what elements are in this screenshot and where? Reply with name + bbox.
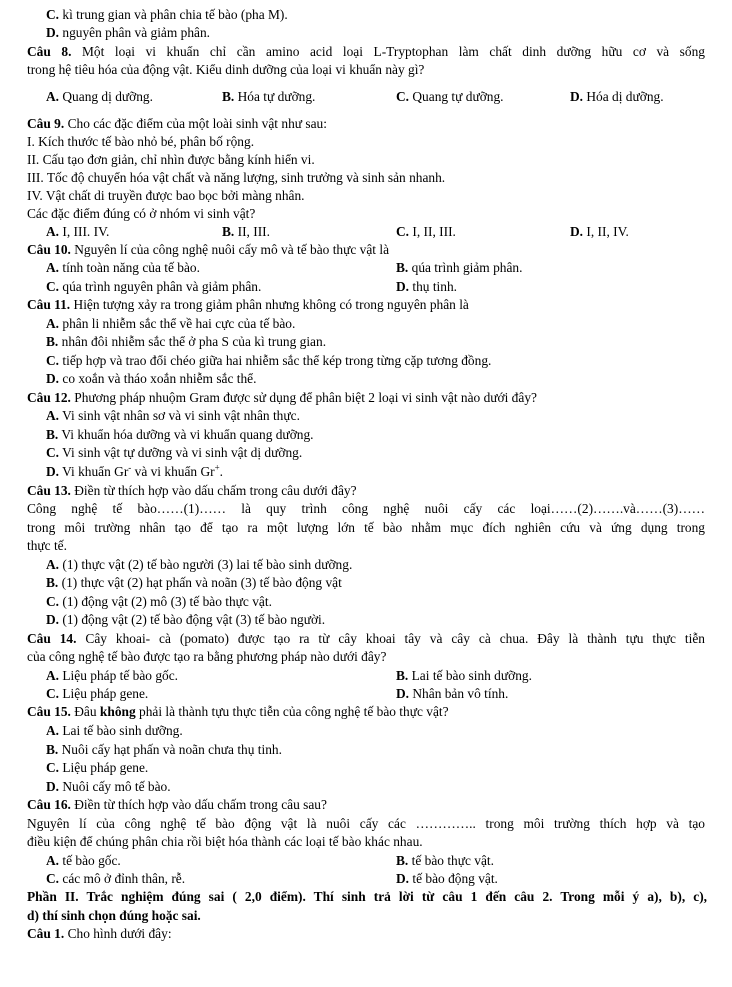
answer-option [396, 667, 532, 685]
text: Vi sinh vật tự dưỡng và vi sinh vật dị dưỡng. [59, 445, 303, 460]
answer-option [46, 223, 109, 241]
option-text: thụ tinh. [409, 279, 458, 294]
bold-text: B. [46, 334, 59, 349]
answer-option [396, 685, 508, 703]
text: Vi khuẩn Gr [59, 464, 129, 479]
option-letter: B. [222, 224, 235, 239]
text-line [27, 796, 327, 814]
text-line [46, 370, 256, 388]
option-text: II, III. [234, 224, 270, 239]
text-line [46, 352, 491, 370]
text-line [46, 722, 183, 740]
text: Các đặc điểm đúng có ở nhóm vi sinh vật? [27, 206, 256, 221]
text: IV. Vật chất di truyền được bao bọc bởi màng nhân. [27, 188, 305, 203]
option-letter: D. [396, 279, 410, 294]
text: thực tế. [27, 538, 67, 553]
option-text: Quang dị dưỡng. [59, 89, 153, 104]
text: Liệu pháp gene. [59, 760, 149, 775]
text-line [46, 556, 352, 574]
answer-option [46, 870, 185, 888]
answer-option [46, 667, 178, 685]
option-letter: D. [570, 89, 584, 104]
text-line [46, 444, 302, 462]
text-line [46, 574, 342, 592]
text: Vi khuẩn hóa dưỡng và vi khuẩn quang dưỡng. [58, 427, 314, 442]
answer-option [570, 223, 629, 241]
option-letter: D. [396, 871, 410, 886]
answer-option [46, 259, 200, 277]
text: của công nghệ tế bào được tạo ra bằng phương pháp nào dưới đây? [27, 649, 387, 664]
text-line [27, 43, 705, 61]
answer-option [222, 88, 315, 106]
text: Điền từ thích hợp vào dấu chấm trong câu dưới đây? [70, 483, 357, 498]
bold-text: B. [46, 427, 59, 442]
text-line [27, 888, 707, 906]
text-line [27, 115, 327, 133]
answer-option [396, 223, 456, 241]
bold-text: C. [46, 760, 60, 775]
option-text: Lai tế bào sinh dưỡng. [408, 668, 532, 683]
text-line [27, 241, 389, 259]
text: - [128, 462, 132, 473]
option-text: qúa trình giảm phân. [408, 260, 523, 275]
bold-text: C. [46, 594, 60, 609]
option-text: Hóa tự dưỡng. [234, 89, 316, 104]
bold-text: B. [46, 742, 59, 757]
option-letter: B. [396, 668, 409, 683]
bold-text: Câu 11. [27, 297, 71, 312]
text: Cây khoai- cà (pomato) được tạo ra từ cây khoai tây và cây cà chua. Đây là thành tựu thực tiễn [76, 631, 705, 646]
text: và vi khuẩn Gr [131, 464, 215, 479]
text-line [27, 630, 705, 648]
option-letter: B. [396, 853, 409, 868]
option-text: các mô ở đỉnh thân, rễ. [59, 871, 186, 886]
text-line [27, 133, 254, 151]
option-text: Liệu pháp gene. [59, 686, 149, 701]
text-line [27, 907, 201, 925]
bold-text: Câu 14. [27, 631, 77, 646]
text-line [27, 519, 705, 537]
bold-text: Câu 10. [27, 242, 71, 257]
bold-text: B. [46, 575, 59, 590]
text: Phương pháp nhuộm Gram được sử dụng để phân biệt 2 loại vi sinh vật nào dưới đây? [70, 390, 537, 405]
text-line [46, 759, 148, 777]
option-text: I, II, IV. [583, 224, 629, 239]
option-letter: B. [396, 260, 409, 275]
text: Cho các đặc điểm của một loài sinh vật như sau: [64, 116, 327, 131]
option-text: qúa trình nguyên phân và giảm phân. [59, 279, 262, 294]
answer-option [46, 88, 153, 106]
answer-option [396, 870, 498, 888]
option-letter: C. [46, 871, 60, 886]
text-line [27, 925, 172, 943]
answer-option [46, 685, 148, 703]
bold-text: D. [46, 371, 60, 386]
option-letter: A. [46, 89, 60, 104]
option-letter: A. [46, 260, 60, 275]
text: Nguyên lí của công nghệ tế bào động vật là nuôi cấy các ………….. trong môi trường thích hợp và tạo [27, 816, 705, 831]
text: nguyên phân và giảm phân. [59, 25, 211, 40]
bold-text: d) thí sinh chọn đúng hoặc sai. [27, 908, 201, 923]
bold-text: Phần II. Trắc nghiệm đúng sai ( 2,0 điểm). Thí sinh trả lời từ câu 1 đến câu 2. Trong mỗi ý a), b), c), [27, 889, 707, 904]
answer-option [46, 278, 261, 296]
bold-text: C. [46, 7, 60, 22]
text: (1) thực vật (2) hạt phấn và noãn (3) tế bào động vật [58, 575, 342, 590]
text-line [27, 648, 386, 666]
text: Điền từ thích hợp vào dấu chấm trong câu sau? [70, 797, 327, 812]
text: kì trung gian và phân chia tế bào (pha M). [59, 7, 288, 22]
bold-text: D. [46, 779, 60, 794]
option-text: Nhân bản vô tính. [409, 686, 509, 701]
bold-text: Câu 1. [27, 926, 65, 941]
text-line [27, 296, 469, 314]
option-letter: C. [396, 224, 410, 239]
text-line [46, 778, 171, 796]
option-text: Hóa dị dưỡng. [583, 89, 664, 104]
bold-text: A. [46, 408, 60, 423]
text: Cho hình dưới đây: [64, 926, 172, 941]
text-line [46, 333, 326, 351]
answer-option [222, 223, 270, 241]
text: (1) thực vật (2) tế bào người (3) lai tế bào sinh dưỡng. [59, 557, 353, 572]
bold-text: A. [46, 316, 60, 331]
option-text: tế bào gốc. [59, 853, 121, 868]
text: + [214, 462, 220, 473]
bold-text: D. [46, 25, 60, 40]
bold-text: Câu 12. [27, 390, 71, 405]
text: (1) động vật (2) mô (3) tế bào thực vật. [59, 594, 272, 609]
answer-option [396, 88, 504, 106]
text-line [27, 169, 445, 187]
text: phải là thành tựu thực tiễn của công nghệ tế bào thực vật? [135, 704, 449, 719]
text-line [46, 741, 282, 759]
option-text: Liệu pháp tế bào gốc. [59, 668, 179, 683]
option-letter: C. [46, 686, 60, 701]
text-line [46, 407, 300, 425]
text-line [27, 61, 424, 79]
text-line [46, 593, 272, 611]
bold-text: Câu 13. [27, 483, 71, 498]
bold-text: Câu 9. [27, 116, 65, 131]
text: trong hệ tiêu hóa của động vật. Kiểu dinh dưỡng của loại vi khuẩn này gì? [27, 62, 425, 77]
text-line [46, 463, 223, 481]
text: Vi sinh vật nhân sơ và vi sinh vật nhân thực. [59, 408, 300, 423]
option-letter: B. [222, 89, 235, 104]
bold-text: D. [46, 612, 60, 627]
text-line [46, 6, 288, 24]
option-letter: C. [46, 279, 60, 294]
text-line [27, 703, 449, 721]
text: phân li nhiễm sắc thể về hai cực của tế bào. [59, 316, 296, 331]
bold-text: C. [46, 445, 60, 460]
text-line [27, 389, 537, 407]
text-line [46, 24, 210, 42]
text-line [27, 500, 705, 518]
option-text: Quang tự dưỡng. [409, 89, 504, 104]
text: Hiện tượng xảy ra trong giảm phân nhưng không có trong nguyên phân là [70, 297, 469, 312]
text: Đâu [70, 704, 100, 719]
text-line [27, 815, 705, 833]
text: nhân đôi nhiễm sắc thể ở pha S của kì trung gian. [58, 334, 327, 349]
bold-text: A. [46, 557, 60, 572]
text-line [27, 151, 315, 169]
text-line [27, 482, 357, 500]
option-text: I, III. IV. [59, 224, 110, 239]
option-letter: A. [46, 224, 60, 239]
bold-text: Câu 16. [27, 797, 71, 812]
text: co xoắn và tháo xoắn nhiễm sắc thể. [59, 371, 257, 386]
text-line [27, 833, 423, 851]
text: điều kiện để chúng phân chia rồi biệt hóa thành các loại tế bào khác nhau. [27, 834, 423, 849]
option-letter: D. [570, 224, 584, 239]
answer-option [396, 278, 457, 296]
text-line [46, 611, 325, 629]
text: Nuôi cấy hạt phấn và noãn chưa thụ tinh. [58, 742, 282, 757]
bold-text: Câu 8. [27, 44, 72, 59]
bold-text: A. [46, 723, 60, 738]
text: . [219, 464, 224, 479]
text: Nguyên lí của công nghệ nuôi cấy mô và tế bào thực vật là [70, 242, 390, 257]
text: trong môi trường nhân tạo để tạo ra một lượng lớn tế bào nhằm mục đích nghiên cứu và ứng dụng trong [27, 520, 705, 535]
answer-option [570, 88, 664, 106]
text: Lai tế bào sinh dưỡng. [59, 723, 183, 738]
text: Công nghệ tế bào……(1)…… là quy trình công nghệ nuôi cấy các loại……(2)…….và……(3)…… [27, 501, 705, 516]
text: II. Cấu tạo đơn giản, chỉ nhìn được bằng kính hiển vi. [27, 152, 315, 167]
answer-option [396, 852, 494, 870]
text-line [46, 426, 314, 444]
answer-option [396, 259, 522, 277]
option-text: tính toàn năng của tế bào. [59, 260, 200, 275]
bold-text: không [99, 704, 136, 719]
option-text: tế bào động vật. [409, 871, 498, 886]
text: (1) động vật (2) tế bào động vật (3) tế bào người. [59, 612, 326, 627]
option-text: I, II, III. [409, 224, 456, 239]
option-letter: D. [396, 686, 410, 701]
text: III. Tốc độ chuyển hóa vật chất và năng lượng, sinh trưởng và sinh sản nhanh. [27, 170, 446, 185]
bold-text: C. [46, 353, 60, 368]
text: I. Kích thước tế bào nhỏ bé, phân bố rộng. [27, 134, 255, 149]
text-line [46, 315, 295, 333]
answer-option [46, 852, 121, 870]
text: Một loại vi khuẩn chỉ cần amino acid loại L-Tryptophan làm chất dinh dưỡng hữu cơ và sống [71, 44, 705, 59]
option-letter: A. [46, 668, 60, 683]
text-line [27, 537, 67, 555]
option-letter: A. [46, 853, 60, 868]
text: Nuôi cấy mô tế bào. [59, 779, 171, 794]
bold-text: D. [46, 464, 60, 479]
text: tiếp hợp và trao đổi chéo giữa hai nhiễm sắc thể kép trong từng cặp tương đồng. [59, 353, 492, 368]
option-letter: C. [396, 89, 410, 104]
bold-text: Câu 15. [27, 704, 71, 719]
text-line [27, 205, 255, 223]
option-text: tế bào thực vật. [408, 853, 494, 868]
text-line [27, 187, 305, 205]
